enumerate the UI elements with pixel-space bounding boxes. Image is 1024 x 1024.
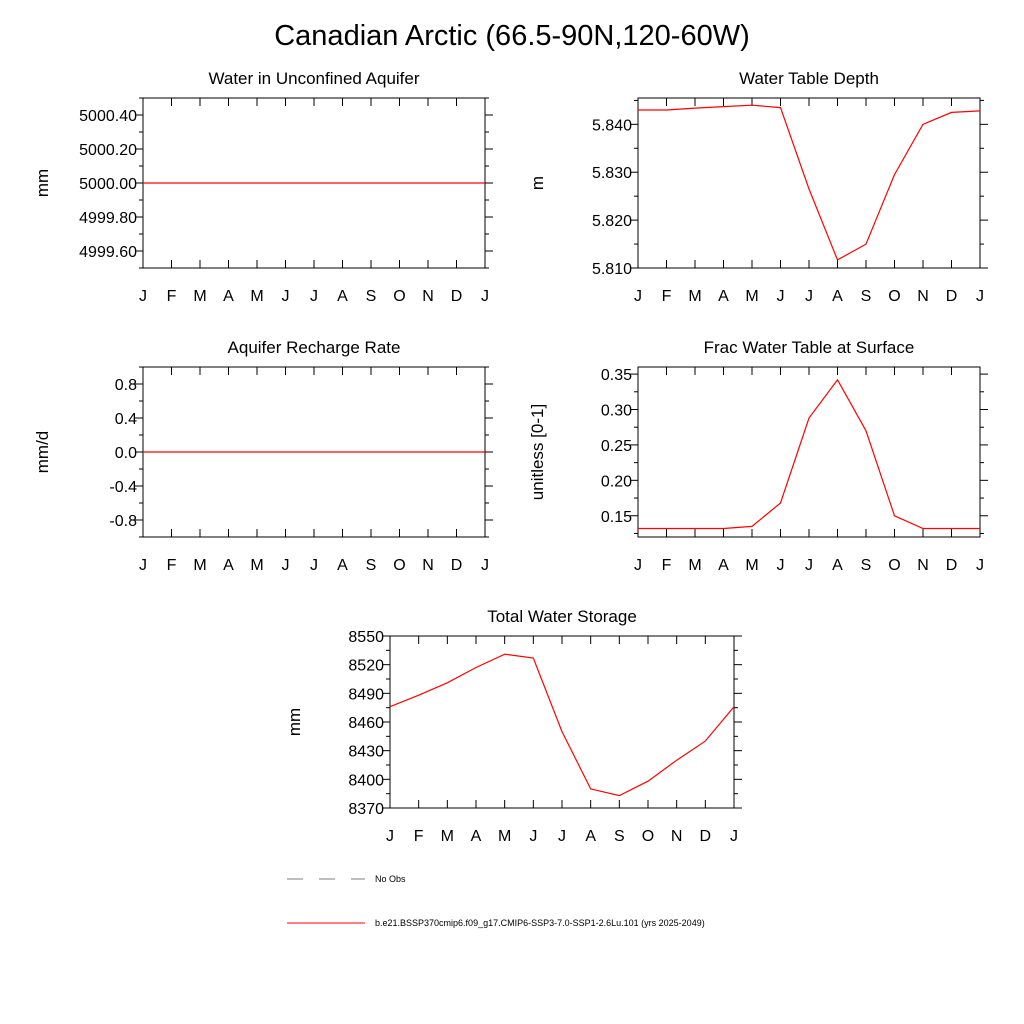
y-tick-label: 5000.40 <box>79 108 137 125</box>
x-tick-label: A <box>832 557 843 574</box>
x-tick-label: A <box>470 828 482 845</box>
x-tick-label: M <box>745 288 759 305</box>
x-tick-label: J <box>805 288 813 305</box>
x-tick-label: J <box>776 288 785 305</box>
panel-3 <box>33 338 493 574</box>
x-tick-label: J <box>634 288 642 305</box>
legend <box>287 874 705 928</box>
series-line <box>638 105 980 260</box>
x-tick-label: F <box>166 288 177 305</box>
y-tick-label: 0.15 <box>600 508 632 526</box>
x-tick-label: J <box>730 828 738 845</box>
x-tick-label: J <box>776 557 785 574</box>
x-tick-label: J <box>481 557 489 574</box>
x-tick-label: J <box>634 557 642 574</box>
y-tick-label: 5.810 <box>591 261 632 278</box>
x-tick-label: N <box>917 557 929 574</box>
x-tick-label: M <box>250 288 264 305</box>
y-axis-label: mm <box>285 707 304 737</box>
y-tick-label: 8460 <box>348 715 384 732</box>
y-axis-label: mm/d <box>33 430 52 474</box>
x-tick-label: M <box>688 288 702 305</box>
y-tick-label: 8490 <box>348 686 384 704</box>
y-tick-label: 5000.00 <box>79 176 137 193</box>
x-tick-label: S <box>613 828 625 845</box>
x-tick-label: D <box>945 557 958 574</box>
panel-title: Frac Water Table at Surface <box>703 338 915 357</box>
y-tick-label: 4999.60 <box>79 244 137 261</box>
y-tick-label: 0.0 <box>114 445 137 462</box>
x-tick-label: M <box>250 557 264 574</box>
y-tick-label: 8370 <box>348 801 384 818</box>
x-tick-label: N <box>422 557 434 574</box>
panel-1 <box>33 69 493 305</box>
x-tick-label: A <box>585 828 597 845</box>
plot-frame <box>638 98 980 268</box>
y-tick-label: 0.25 <box>600 437 632 455</box>
x-tick-label: S <box>365 288 377 305</box>
x-tick-label: F <box>661 557 672 574</box>
x-tick-label: F <box>166 557 177 574</box>
x-tick-label: J <box>976 557 984 574</box>
x-tick-label: J <box>805 557 813 574</box>
x-tick-label: O <box>393 557 406 574</box>
legend-model-label: b.e21.BSSP370cmip6.f09_g17.CMIP6-SSP3-7.0-SSP1-2.6Lu.101 (yrs 2025-2049) <box>375 918 705 928</box>
x-tick-label: D <box>450 288 463 305</box>
x-tick-label: J <box>386 828 394 845</box>
x-tick-label: F <box>413 828 424 845</box>
x-tick-label: A <box>718 557 729 574</box>
x-tick-label: N <box>670 828 683 845</box>
x-tick-label: J <box>310 557 318 574</box>
y-tick-label: 0.20 <box>600 473 632 491</box>
x-tick-label: O <box>393 288 406 305</box>
y-tick-label: 0.30 <box>600 402 632 420</box>
x-tick-label: D <box>945 288 958 305</box>
x-tick-label: J <box>310 288 318 305</box>
y-tick-label: 5.840 <box>591 117 632 135</box>
panel-title: Water Table Depth <box>739 69 879 88</box>
x-tick-label: M <box>688 557 702 574</box>
x-tick-label: O <box>641 828 655 845</box>
x-tick-label: M <box>440 828 454 845</box>
x-tick-label: S <box>365 557 377 574</box>
y-axis-label: m <box>528 175 547 191</box>
y-tick-label: 8400 <box>348 772 384 790</box>
panel-5 <box>285 607 742 845</box>
x-tick-label: A <box>223 288 234 305</box>
x-tick-label: J <box>281 557 290 574</box>
panel-title: Aquifer Recharge Rate <box>227 338 401 357</box>
plot-frame <box>638 367 980 537</box>
x-tick-label: N <box>917 288 929 305</box>
series-line <box>390 654 734 795</box>
x-tick-label: A <box>718 288 729 305</box>
y-axis-label: mm <box>33 168 52 198</box>
x-tick-label: A <box>832 288 843 305</box>
y-tick-label: 5.830 <box>591 165 632 183</box>
x-tick-label: S <box>860 557 872 574</box>
x-tick-label: J <box>481 288 489 305</box>
x-tick-label: O <box>888 288 901 305</box>
x-tick-label: J <box>139 288 147 305</box>
x-tick-label: A <box>223 557 234 574</box>
x-tick-label: A <box>337 288 348 305</box>
panel-title: Total Water Storage <box>487 607 637 626</box>
x-tick-label: J <box>529 828 538 845</box>
x-tick-label: D <box>450 557 463 574</box>
panel-title: Water in Unconfined Aquifer <box>208 69 420 88</box>
y-tick-label: 8550 <box>348 629 384 646</box>
y-axis-label: unitless [0-1] <box>528 403 547 501</box>
x-tick-label: M <box>498 828 512 845</box>
series-line <box>638 380 980 529</box>
x-tick-label: S <box>860 288 872 305</box>
x-tick-label: M <box>193 557 207 574</box>
y-tick-label: 8430 <box>348 743 384 761</box>
legend-obs-label: No Obs <box>375 874 406 884</box>
x-tick-label: J <box>139 557 147 574</box>
x-tick-label: O <box>888 557 901 574</box>
y-tick-label: 5.820 <box>591 213 632 231</box>
y-tick-label: 0.8 <box>114 377 137 394</box>
y-tick-label: 8520 <box>348 657 384 675</box>
x-tick-label: M <box>745 557 759 574</box>
y-tick-label: -0.4 <box>109 479 137 496</box>
panel-4 <box>528 338 988 574</box>
x-tick-label: J <box>281 288 290 305</box>
figure-title: Canadian Arctic (66.5-90N,120-60W) <box>274 20 750 52</box>
y-tick-label: -0.8 <box>109 513 137 530</box>
x-tick-label: J <box>558 828 566 845</box>
y-tick-label: 0.4 <box>114 411 137 428</box>
x-tick-label: N <box>422 288 434 305</box>
x-tick-label: J <box>976 288 984 305</box>
x-tick-label: D <box>699 828 712 845</box>
x-tick-label: A <box>337 557 348 574</box>
x-tick-label: F <box>661 288 672 305</box>
plot-frame <box>390 636 734 808</box>
y-tick-label: 5000.20 <box>79 142 137 159</box>
y-tick-label: 4999.80 <box>79 210 137 227</box>
y-tick-label: 0.35 <box>600 367 632 385</box>
panel-2 <box>528 69 988 305</box>
x-tick-label: M <box>193 288 207 305</box>
